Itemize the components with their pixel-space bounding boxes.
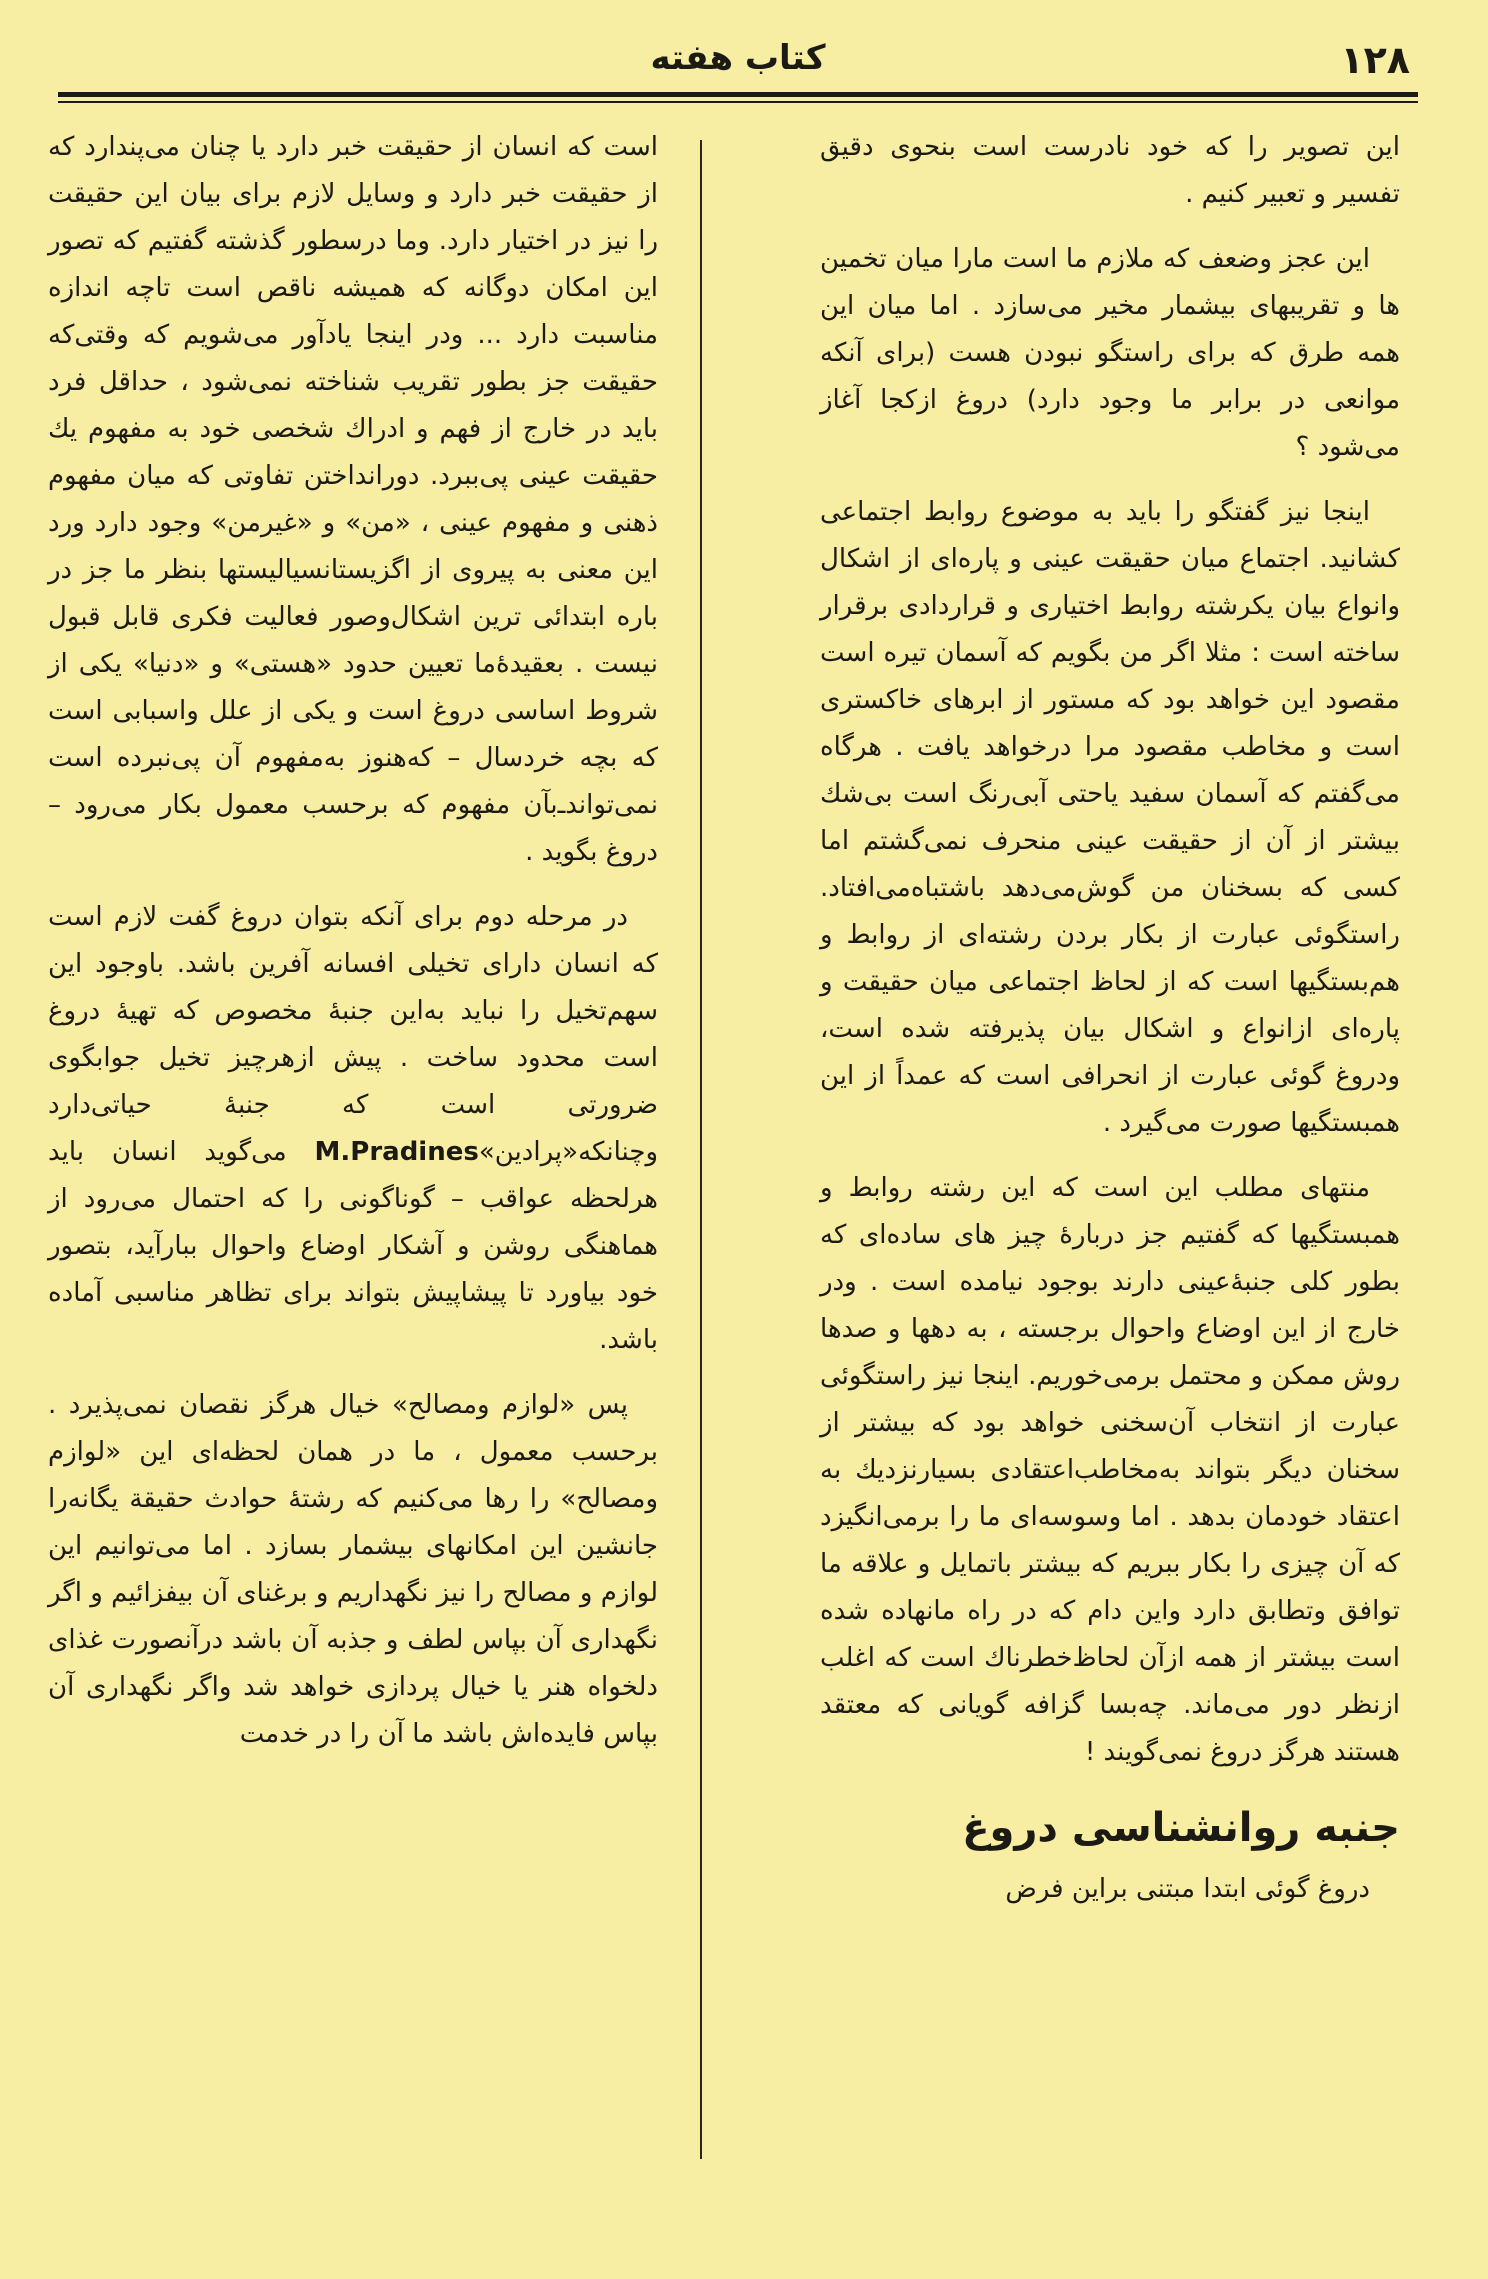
left-column [48, 124, 658, 1776]
header-rule-thin [58, 101, 1418, 103]
column-divider [700, 140, 702, 2159]
running-title: کتاب هفته [650, 38, 826, 78]
header-rule-thick [58, 92, 1418, 97]
latin-author-name: M.Pradines [314, 1137, 479, 1167]
paragraph: این تصویر را که خود نادرست است بنحوی دقیق تفسیر و تعبیر کنیم . [820, 132, 1400, 209]
paragraph: است که انسان از حقیقت خبر دارد یا چنان می‌پندارد که از حقیقت خبر دارد و وسایل لازم برای بیان این حقیقت را نیز در اختیار دارد. وما درسطور گذشته گفتیم که تصور این امکان دوگانه که همیشه ناقص است تاچه اندازه مناسبت دارد ... ودر اینجا یادآور می‌شویم که وقتی‌که حقیقت جز بطور تقریب شناخته نمی‌شود ، حداقل فرد باید در خارج از فهم و ادراك شخصی خود به مفهوم یك حقیقت عینی پی‌ببرد. دورانداختن تفاوتی که میان مفهوم ذهنی و مفهوم عینی ، «من» و «غیرمن» وجود دارد ورد این معنی به پیروی از اگزیستانسیالیستها بنظر ما جز در باره ابتدائی ترین اشکال‌وصور فعالیت فکری قابل قبول نیست . بعقیدهٔ‌ما تعیین حدود «هستی» و «دنیا» یکی از شروط اساسی دروغ است و یکی از علل واسبابی است که بچه خردسال – که‌هنوز به‌مفهوم آن پی‌نبرده است نمی‌تواند‌ـ‌بآن مفهوم که برحسب معمول بکار می‌رود – دروغ بگوید . [48, 132, 658, 867]
page-header [58, 28, 1418, 88]
paragraph: این عجز وضعف که ملازم ما است مارا میان تخمین ها و تقریبهای بیشمار مخیر می‌سازد . اما میان این همه طرق که برای راستگو نبودن هست (برای آنکه موانعی در برابر ما وجود دارد) دروغ ازکجا آغاز می‌شود ؟ [820, 244, 1400, 462]
paragraph-with-citation [48, 894, 658, 1364]
page-number: ۱۲۸ [1340, 38, 1410, 82]
paragraph: دروغ گوئی ابتدا مبتنی براین فرض [1005, 1874, 1370, 1904]
right-column [820, 124, 1400, 1931]
paragraph: منتهای مطلب این است که این رشته روابط و همبستگیها که گفتیم جز دربارهٔ چیز های ساده‌ای که بطور کلی جنبهٔ‌عینی دارند بوجود نیامده است . ودر خارج از این اوضاع واحوال برجسته ، به دهها و صدها روش ممکن و محتمل برمی‌خوریم. اینجا نیز راستگوئی عبارت از انتخاب آن‌سخنی خواهد بود که بیشتر از سخنان دیگر بتواند به‌مخاطب‌اعتقادی بسیارنزدیك به اعتقاد خودمان بدهد . اما وسوسه‌ای ما را برمی‌انگیزد که آن چیزی را بکار ببریم که بیشتر باتمایل و علاقه ما توافق وتطابق دارد واین دام که در راه مانهاده شده است بیشتر از همه ازآن لحاظ‌خطرناك است که اغلب ازنظر دور می‌ماند. چه‌بسا گزافه گویانی که معتقد هستند هرگز دروغ نمی‌گویند ! [820, 1173, 1400, 1767]
paragraph-text: می‌گوید انسان باید هرلحظه عواقب – گوناگونی را که احتمال می‌رود از هماهنگی روشن و آشکار اوضاع واحوال ببارآید، بتصور خود بیاورد تا پیشاپیش بتواند برای تظاهر مناسبی آماده باشد. [48, 1137, 658, 1355]
paragraph: اینجا نیز گفتگو را باید به موضوع روابط اجتماعی کشانید. اجتماع میان حقیقت عینی و پاره‌ای از اشکال وانواع بیان یکرشته روابط اختیاری و قراردادی برقرار ساخته است : مثلا اگر من بگویم که آسمان تیره است مقصود این خواهد بود که مستور از ابرهای خاکستری است و مخاطب مقصود مرا درخواهد یافت . هرگاه می‌گفتم که آسمان سفید یاحتی آبی‌رنگ است بی‌شك بیشتر از آن از حقیقت عینی منحرف نمی‌گشتم اما کسی که بسخنان من گوش‌می‌دهد باشتباه‌می‌افتاد. راستگوئی عبارت از بکار بردن رشته‌ای از روابط و هم‌بستگیها است که از لحاظ اجتماعی میان حقیقت و پاره‌ای ازانواع و اشکال بیان پذیرفته شده است، ودروغ گوئی عبارت از انحرافی است که عمداً از این همبستگیها صورت می‌گیرد . [820, 497, 1400, 1138]
paragraph-text: در مرحله دوم برای آنکه بتوان دروغ گفت لازم است که انسان دارای تخیلی افسانه آفرین باشد. باوجود این سهم‌تخیل را نباید به‌این جنبهٔ مخصوص که تهیهٔ دروغ است محدود ساخت . پیش ازهرچیز تخیل جوابگوی ضرورتی است که جنبهٔ حیاتی‌دارد وچنانکه«پرادین» [48, 902, 658, 1167]
paragraph: پس «لوازم ومصالح» خیال هرگز نقصان نمی‌پذیرد . برحسب معمول ، ما در همان لحظه‌ای این «لوازم ومصالح» را رها می‌کنیم که رشتهٔ حوادث حقیقة یگانه‌را جانشین این امکانهای بیشمار بسازد . اما می‌توانیم این لوازم و مصالح را نیز نگهداریم و برغنای آن بیفزائیم و اگر نگهداری آن بپاس لطف و جذبه آن باشد درآنصورت غذای دلخواه هنر یا خیال پردازی خواهد شد واگر نگهداری آن بپاس فایده‌اش باشد ما آن را در خدمت [48, 1390, 658, 1749]
section-heading: جنبه روانشناسی دروغ [962, 1805, 1400, 1851]
